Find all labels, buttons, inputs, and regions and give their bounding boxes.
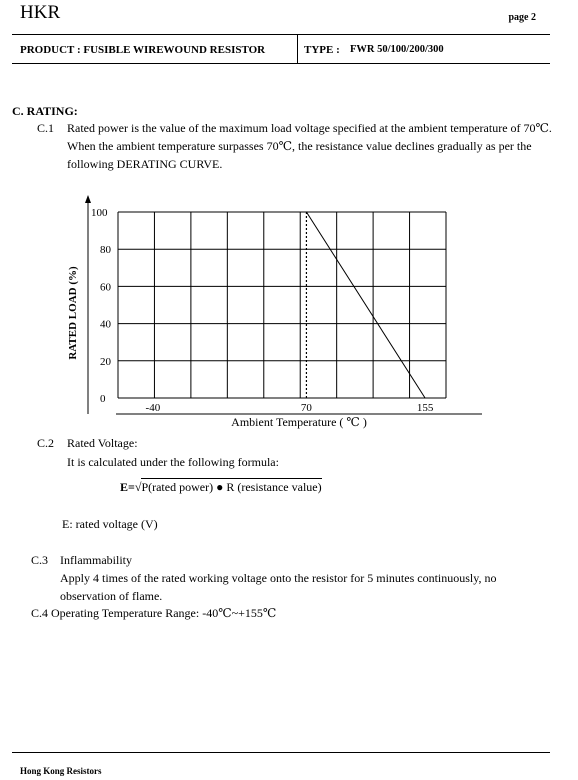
section-heading: C. RATING: — [12, 104, 78, 118]
y-tick-label: 80 — [100, 244, 111, 257]
formula-lhs: E= — [120, 480, 135, 494]
x-tick-label: 70 — [300, 402, 312, 414]
y-tick-label: 40 — [100, 318, 111, 331]
derating-curve-line — [153, 212, 425, 398]
c1-line-3: following DERATING CURVE. — [67, 157, 223, 171]
x-axis-label: Ambient Temperature ( ℃ ) — [231, 415, 367, 429]
header-bottom-rule — [12, 63, 550, 64]
y-tick-label: 20 — [100, 355, 111, 368]
y-tick-label: 0 — [100, 393, 106, 405]
c1-line-2: When the ambient temperature surpasses 70℃, the resistance value declines gradually as per the — [67, 139, 532, 153]
voltage-formula — [120, 480, 322, 495]
y-axis-arrow — [85, 195, 91, 203]
formula-radicand: P(rated power) ● R (resistance value) — [141, 480, 322, 494]
footer-company: Hong Kong Resistors — [20, 766, 102, 776]
product-title: PRODUCT : FUSIBLE WIREWOUND RESISTOR — [20, 44, 266, 56]
c2-line: It is calculated under the following formula: — [67, 455, 279, 469]
type-label: TYPE : — [304, 44, 340, 56]
c3-line-1: Apply 4 times of the rated working voltage onto the resistor for 5 minutes continuously, no — [60, 571, 497, 585]
x-tick-label: -40 — [145, 402, 161, 414]
brand-logo: HKR — [20, 2, 61, 23]
y-tick-label: 60 — [100, 281, 111, 294]
footer-rule — [12, 752, 550, 753]
c4-operating-range: C.4 Operating Temperature Range: -40℃~+155℃ — [31, 606, 277, 620]
type-value: FWR 50/100/200/300 — [350, 44, 444, 55]
x-tick-label: 155 — [416, 402, 434, 414]
sqrt-sign: √ — [134, 480, 142, 494]
y-tick-label: 100 — [91, 207, 108, 219]
c1-label: C.1 — [37, 121, 55, 135]
c1-line-1: Rated power is the value of the maximum load voltage specified at the ambient temperature of 70℃. — [67, 121, 552, 135]
header-top-rule — [12, 34, 550, 35]
header-divider — [297, 35, 298, 63]
c3-line-2: observation of flame. — [60, 589, 163, 603]
c3-title: Inflammability — [60, 553, 132, 567]
c2-label: C.2 — [37, 436, 55, 450]
page-number: page 2 — [508, 12, 536, 23]
c2-definition: E: rated voltage (V) — [62, 517, 158, 531]
c2-title: Rated Voltage: — [67, 436, 138, 450]
c3-label: C.3 — [31, 553, 49, 567]
y-axis-label: RATED LOAD (%) — [67, 266, 79, 360]
